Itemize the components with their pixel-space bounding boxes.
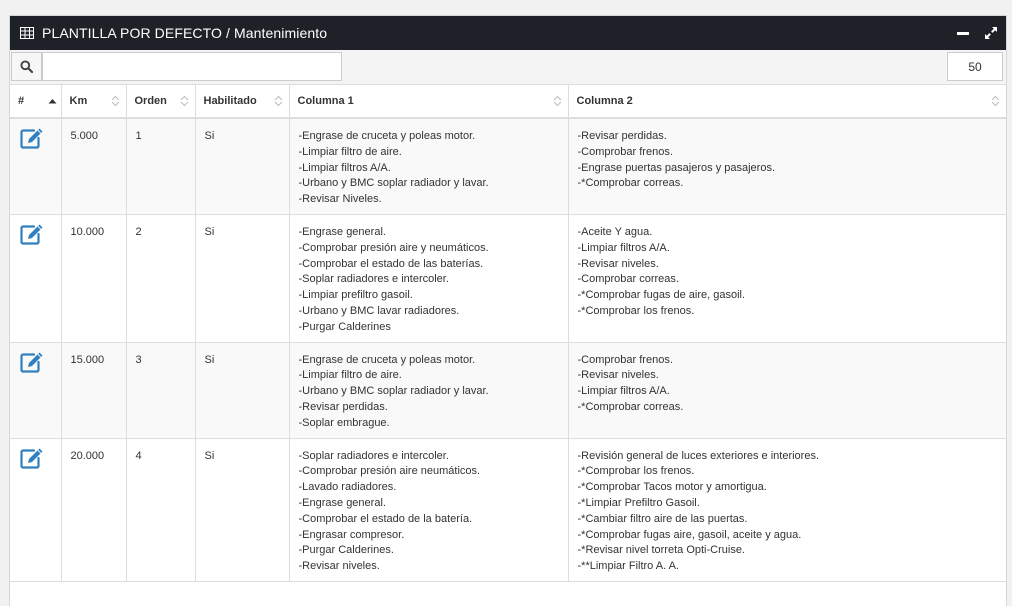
- sort-both-icon: [274, 95, 283, 107]
- table-row: [10, 342, 1006, 438]
- km-value: 5.000: [70, 130, 99, 142]
- column-header-columna-1[interactable]: [289, 85, 568, 118]
- task-line: -Urbano y BMC lavar radiadores.: [298, 304, 460, 317]
- task-line: -Engrasar compresor.: [298, 528, 405, 541]
- task-line: -*Comprobar los frenos.: [577, 465, 695, 478]
- task-line: -Engrase de cruceta y poleas motor.: [298, 353, 476, 366]
- column-header-columna-2[interactable]: [568, 85, 1006, 118]
- task-line: -Revisar Niveles.: [298, 193, 382, 206]
- orden-value: 1: [135, 130, 142, 142]
- edit-icon: [20, 223, 44, 245]
- column-label: Habilitado: [203, 95, 257, 107]
- edit-button[interactable]: [20, 351, 44, 373]
- task-line: -*Cambiar filtro aire de las puertas.: [577, 512, 748, 525]
- column-label: #: [18, 95, 25, 107]
- task-line: -Revisar perdidas.: [577, 130, 667, 142]
- task-line: -Engrase general.: [298, 225, 386, 238]
- orden-cell: [126, 438, 195, 581]
- task-line: -Limpiar filtros A/A.: [298, 161, 391, 174]
- task-line: -Comprobar correas.: [577, 273, 679, 286]
- task-line: -Comprobar frenos.: [577, 145, 673, 158]
- column-header-km[interactable]: [61, 85, 126, 118]
- task-line: -Aceite Y agua.: [577, 225, 653, 238]
- task-line: -Limpiar filtro de aire.: [298, 369, 402, 382]
- task-line: -Purgar Calderines.: [298, 544, 394, 557]
- orden-cell: [126, 214, 195, 342]
- panel-title: PLANTILLA POR DEFECTO / Mantenimiento: [42, 25, 328, 41]
- column-label: Columna 1: [297, 95, 354, 107]
- task-line: -Engrase general.: [298, 496, 386, 509]
- table-header-row: [10, 85, 1006, 118]
- page-size-select[interactable]: 50: [947, 52, 1003, 81]
- edit-icon: [20, 127, 44, 149]
- task-line: -Purgar Calderines: [298, 320, 391, 333]
- task-line: -Engrase puertas pasajeros y pasajeros.: [577, 161, 775, 174]
- search-input[interactable]: [42, 52, 342, 81]
- maintenance-table: [10, 85, 1006, 582]
- expand-icon: [984, 26, 998, 40]
- km-value: 15.000: [70, 353, 105, 366]
- orden-value: 2: [135, 225, 142, 238]
- edit-cell: [10, 438, 61, 581]
- column-header-habilitado[interactable]: [195, 85, 289, 118]
- edit-cell: [10, 214, 61, 342]
- task-line: -Limpiar filtros A/A.: [577, 385, 670, 398]
- minimize-icon: [957, 27, 969, 39]
- sort-asc-icon: [48, 96, 57, 108]
- columna-1-cell: [289, 438, 568, 581]
- orden-value: 4: [135, 449, 142, 462]
- task-line: -*Comprobar fugas aire, gasoil, aceite y agua.: [577, 528, 802, 541]
- task-line: -*Comprobar fugas de aire, gasoil.: [577, 289, 746, 302]
- task-line: -Revisar niveles.: [577, 257, 659, 270]
- sort-both-icon: [180, 95, 189, 107]
- km-cell: [61, 438, 126, 581]
- column-label: Km: [69, 95, 88, 107]
- toolbar: [10, 50, 1006, 85]
- km-cell: [61, 118, 126, 214]
- habilitado-cell: [195, 438, 289, 581]
- column-header-orden[interactable]: [126, 85, 195, 118]
- orden-cell: [126, 118, 195, 214]
- task-line: -**Limpiar Filtro A. A.: [577, 560, 679, 573]
- task-line: -Limpiar prefiltro gasoil.: [298, 289, 413, 302]
- task-line: -*Revisar nivel torreta Opti-Cruise.: [577, 544, 745, 557]
- task-line: -Lavado radiadores.: [298, 481, 397, 494]
- columna-2-cell: [568, 342, 1006, 438]
- habilitado-value: Si: [204, 225, 215, 238]
- edit-button[interactable]: [20, 447, 44, 469]
- orden-cell: [126, 342, 195, 438]
- km-cell: [61, 342, 126, 438]
- task-line: -Limpiar filtro de aire.: [298, 145, 402, 158]
- sort-both-icon: [111, 95, 120, 107]
- edit-button[interactable]: [20, 223, 44, 245]
- task-line: -Urbano y BMC soplar radiador y lavar.: [298, 385, 489, 398]
- panel-header: [10, 16, 1006, 50]
- task-line: -Comprobar presión aire y neumáticos.: [298, 241, 489, 254]
- task-line: -*Comprobar los frenos.: [577, 304, 695, 317]
- task-line: -Soplar embrague.: [298, 416, 390, 429]
- habilitado-value: Si: [204, 353, 215, 366]
- habilitado-cell: [195, 118, 289, 214]
- task-line: -Soplar radiadores e intercoler.: [298, 449, 449, 462]
- habilitado-value: Si: [204, 130, 215, 142]
- task-line: -Limpiar filtros A/A.: [577, 241, 670, 254]
- task-line: -*Comprobar correas.: [577, 400, 684, 413]
- columna-2-cell: [568, 118, 1006, 214]
- columna-1-cell: [289, 214, 568, 342]
- search-button[interactable]: [11, 52, 42, 81]
- task-line: -Revisar niveles.: [298, 560, 380, 573]
- columna-1-cell: [289, 342, 568, 438]
- habilitado-value: Si: [204, 449, 215, 462]
- edit-cell: [10, 118, 61, 214]
- km-cell: [61, 214, 126, 342]
- task-line: -Revisar niveles.: [577, 369, 659, 382]
- columna-2-cell: [568, 214, 1006, 342]
- edit-cell: [10, 342, 61, 438]
- km-value: 20.000: [70, 449, 105, 462]
- search-icon: [20, 60, 33, 73]
- task-line: -Soplar radiadores e intercoler.: [298, 273, 449, 286]
- column-header-index[interactable]: [10, 85, 61, 118]
- habilitado-cell: [195, 342, 289, 438]
- task-line: -Comprobar el estado de la batería.: [298, 512, 473, 525]
- table-grid-icon: [20, 27, 34, 39]
- table-row: [10, 214, 1006, 342]
- task-line: -Revisar perdidas.: [298, 400, 388, 413]
- task-line: -Urbano y BMC soplar radiador y lavar.: [298, 177, 489, 190]
- sort-both-icon: [991, 95, 1000, 107]
- task-line: -Comprobar presión aire neumáticos.: [298, 465, 481, 478]
- edit-button[interactable]: [20, 127, 44, 149]
- columna-2-cell: [568, 438, 1006, 581]
- maintenance-panel: [9, 15, 1007, 606]
- km-value: 10.000: [70, 225, 105, 238]
- task-line: -*Comprobar Tacos motor y amortigua.: [577, 481, 767, 494]
- table-row: [10, 118, 1006, 214]
- column-label: Orden: [134, 95, 167, 107]
- expand-button[interactable]: [984, 26, 998, 40]
- task-line: -*Limpiar Prefiltro Gasoil.: [577, 496, 700, 509]
- edit-icon: [20, 447, 44, 469]
- task-line: -*Comprobar correas.: [577, 177, 684, 190]
- task-line: -Comprobar frenos.: [577, 353, 673, 366]
- edit-icon: [20, 351, 44, 373]
- table-row: [10, 438, 1006, 581]
- habilitado-cell: [195, 214, 289, 342]
- task-line: -Comprobar el estado de las baterías.: [298, 257, 484, 270]
- columna-1-cell: [289, 118, 568, 214]
- column-label: Columna 2: [576, 95, 633, 107]
- orden-value: 3: [135, 353, 142, 366]
- minimize-button[interactable]: [956, 26, 970, 40]
- task-line: -Revisión general de luces exteriores e interiores.: [577, 449, 820, 462]
- sort-both-icon: [553, 95, 562, 107]
- task-line: -Engrase de cruceta y poleas motor.: [298, 130, 476, 142]
